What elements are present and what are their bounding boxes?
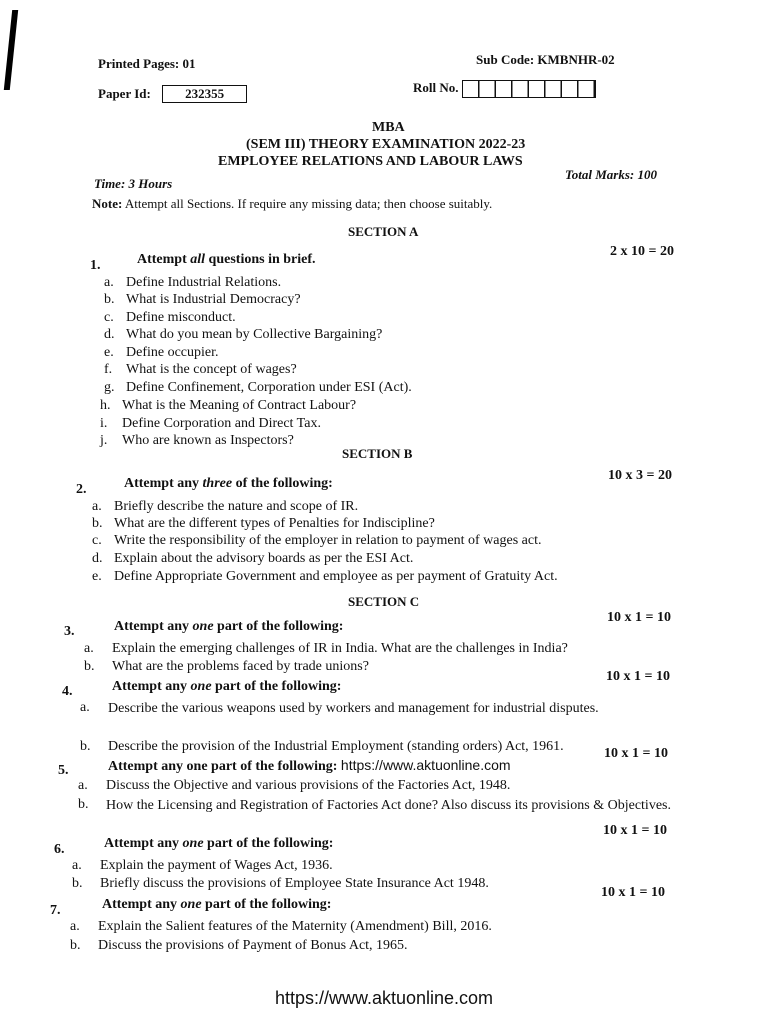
q7-number: 7.	[50, 903, 61, 918]
q2-marks: 10 x 3 = 20	[608, 468, 672, 483]
q5-item-a: a. Discuss the Objective and various provisions of the Factories Act, 1948.	[78, 778, 511, 793]
q1-item-c: c. Define misconduct.	[104, 310, 236, 325]
q2-item-a: a. Briefly describe the nature and scope of IR.	[92, 499, 359, 514]
title-subject: EMPLOYEE RELATIONS AND LABOUR LAWS	[218, 154, 523, 169]
q6-item-a: a. Explain the payment of Wages Act, 1936.	[72, 858, 333, 873]
q7-item-a: a. Explain the Salient features of the Maternity (Amendment) Bill, 2016.	[70, 919, 492, 934]
q3-marks: 10 x 1 = 10	[607, 610, 671, 625]
q6-instruction: Attempt any one part of the following:	[104, 836, 334, 851]
roll-no-boxes	[462, 80, 596, 98]
q3-item-a: a. Explain the emerging challenges of IR in India. What are the challenges in India?	[84, 641, 568, 656]
q1-item-e: e. Define occupier.	[104, 345, 219, 360]
q6-number: 6.	[54, 842, 65, 857]
note-row	[92, 196, 492, 212]
note-text: Attempt all Sections. If require any missing data; then choose suitably.	[124, 196, 493, 211]
q1-marks: 2 x 10 = 20	[610, 244, 674, 259]
q3-item-b: b. What are the problems faced by trade unions?	[84, 659, 369, 674]
section-b-heading: SECTION B	[342, 446, 413, 461]
q4-item-b: b. Describe the provision of the Industrial Employment (standing orders) Act, 1961.	[80, 739, 564, 754]
binder-mark	[4, 10, 18, 90]
q4-marks: 10 x 1 = 10	[606, 669, 670, 684]
q5-item-b: b. How the Licensing and Registration of Factories Act done? Also discuss its provisions & Objectives.	[78, 797, 671, 813]
q1-instruction: Attempt all questions in brief.	[137, 252, 316, 267]
q2-item-b: b. What are the different types of Penalties for Indiscipline?	[92, 516, 435, 531]
q1-number: 1.	[90, 258, 101, 273]
q1-item-j: j. Who are known as Inspectors?	[100, 433, 294, 448]
q1-item-b: b. What is Industrial Democracy?	[104, 292, 301, 307]
title-course: MBA	[372, 120, 405, 135]
q2-item-d: d. Explain about the advisory boards as per the ESI Act.	[92, 551, 414, 566]
paper-id-label: Paper Id:	[98, 86, 151, 101]
roll-no-label: Roll No.	[413, 80, 459, 95]
q5-marks: 10 x 1 = 10	[604, 746, 668, 761]
q1-item-h: h. What is the Meaning of Contract Labour?	[100, 398, 357, 413]
q4-number: 4.	[62, 684, 73, 699]
q2-item-e: e. Define Appropriate Government and employee as per payment of Gratuity Act.	[92, 569, 558, 584]
section-c-heading: SECTION C	[348, 594, 420, 609]
footer-url[interactable]: https://www.aktuonline.com	[274, 988, 494, 1008]
q2-item-c: c. Write the responsibility of the employer in relation to payment of wages act.	[92, 533, 542, 548]
q2-instruction: Attempt any three of the following:	[124, 476, 333, 491]
paper-id-value: 232355	[162, 85, 247, 103]
note-label: Note:	[92, 196, 123, 211]
q7-instruction: Attempt any one part of the following:	[102, 897, 332, 912]
q1-item-d: d. What do you mean by Collective Bargaining?	[104, 327, 383, 342]
q1-item-i: i. Define Corporation and Direct Tax.	[100, 416, 321, 431]
q5-instruction: Attempt any one part of the following: https://www.aktuonline.com	[108, 757, 511, 774]
q4-item-a: a. Describe the various weapons used by workers and management for industrial disputes.	[80, 700, 599, 716]
q1-item-g: g. Define Confinement, Corporation under ESI (Act).	[104, 380, 412, 395]
total-marks: Total Marks: 100	[565, 167, 657, 182]
q5-number: 5.	[58, 763, 69, 778]
q4-instruction: Attempt any one part of the following:	[112, 679, 342, 694]
q3-instruction: Attempt any one part of the following:	[114, 619, 344, 634]
q6-marks: 10 x 1 = 10	[603, 823, 667, 838]
roll-no-row	[413, 80, 596, 98]
q2-number: 2.	[76, 482, 87, 497]
section-a-heading: SECTION A	[348, 224, 419, 239]
time-label: Time: 3 Hours	[94, 176, 173, 191]
q5-url: https://www.aktuonline.com	[340, 757, 511, 773]
paper-id-row	[98, 85, 247, 103]
q1-item-a: a. Define Industrial Relations.	[104, 275, 282, 290]
sub-code: Sub Code: KMBNHR-02	[476, 52, 615, 67]
q1-item-f: f. What is the concept of wages?	[104, 362, 297, 377]
q3-number: 3.	[64, 624, 75, 639]
title-exam: (SEM III) THEORY EXAMINATION 2022-23	[246, 137, 526, 152]
q7-marks: 10 x 1 = 10	[601, 885, 665, 900]
q7-item-b: b. Discuss the provisions of Payment of Bonus Act, 1965.	[70, 938, 408, 953]
q6-item-b: b. Briefly discuss the provisions of Employee State Insurance Act 1948.	[72, 876, 489, 891]
printed-pages: Printed Pages: 01	[98, 56, 196, 71]
